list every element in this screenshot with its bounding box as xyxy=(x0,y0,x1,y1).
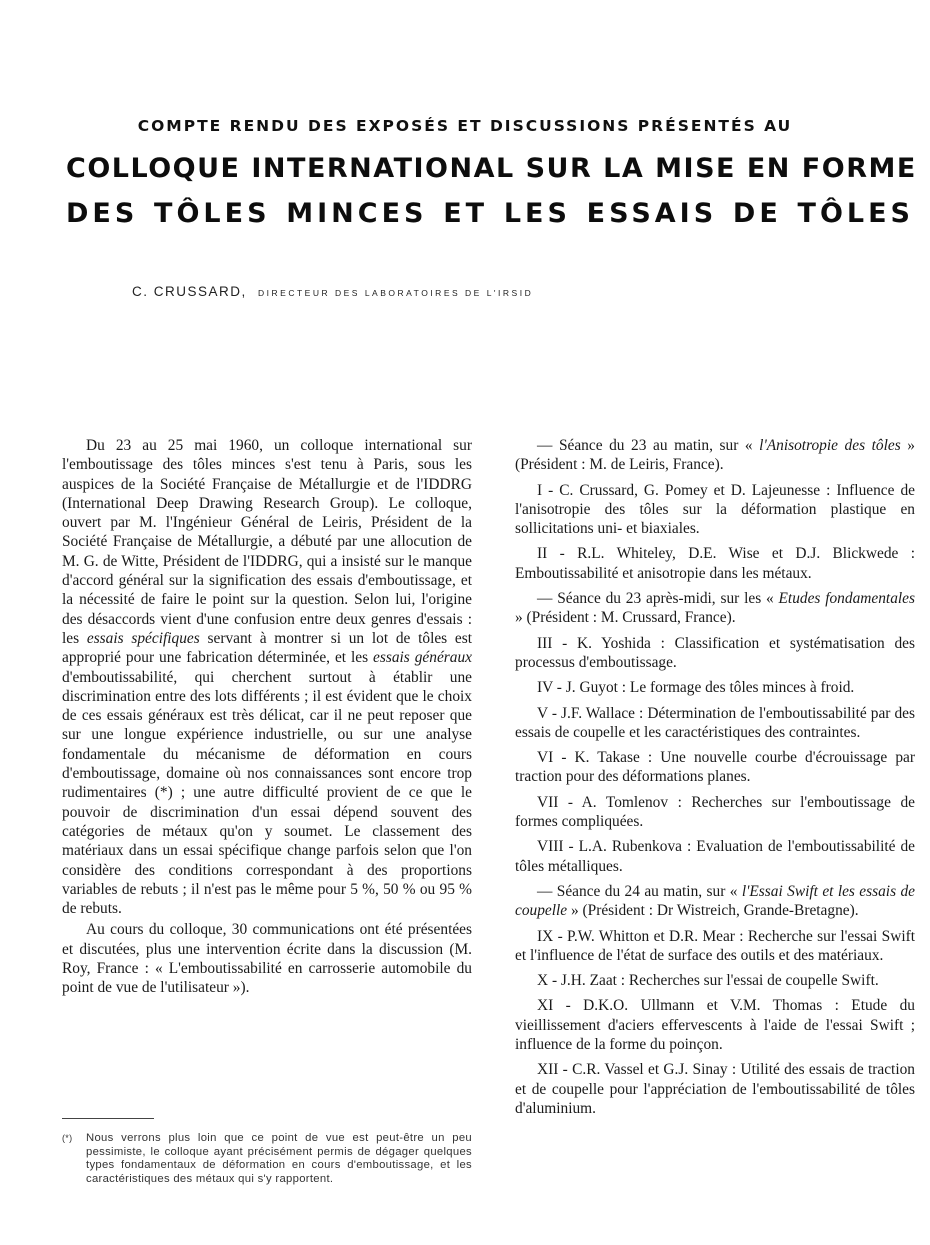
intro-paragraph xyxy=(62,436,472,918)
footnote xyxy=(62,1132,472,1186)
session-heading-1 xyxy=(515,436,915,475)
intro-text-1: Du 23 au 25 mai 1960, un colloque international sur l'emboutissage des tôles minces s'est tenu à Paris, sous les auspices de la Société Française de Métallurgie et de l'IDDRG (International Deep Drawing Research Group). Le colloque, ouvert par M. l'Ingénieur Général de Leiris, Président de la Société Française de Métallurgie, a débuté par une allocution de M. G. de Witte, Président de l'IDDRG, qui a insisté sur le manque d'accord général sur la signification des essais d'emboutissage, et la nécessité de faire le point sur la question. Selon lui, l'origine des désaccords vient d'une confusion entre deux genres d'essais : les xyxy=(62,437,472,647)
author-name: C. CRUSSARD, xyxy=(132,284,247,299)
summary-paragraph: Au cours du colloque, 30 communications ont été présentées et discutées, plus une intervention écrite dans la discussion (M. Roy, France : « L'emboutissabilité en carrosserie automobile du point de vue de l'utilisateur »). xyxy=(62,921,472,997)
session-3-topic: l'Essai Swift et les essais de coupelle xyxy=(515,882,915,920)
session-2-chair: » (Président : M. Crussard, France). xyxy=(515,609,736,627)
session-1-prefix: — Séance du 23 au matin, sur « xyxy=(537,437,753,454)
communication-item: X - J.H. Zaat : Recherches sur l'essai de coupelle Swift. xyxy=(537,972,879,990)
main-title-line-2: DES TÔLES MINCES ET LES ESSAIS DE TÔLES xyxy=(66,198,914,229)
communication-item: II - R.L. Whiteley, D.E. Wise et D.J. Blickwede : Emboutissabilité et anisotropie dans les métaux. xyxy=(515,545,915,582)
communication-item: XI - D.K.O. Ullmann et V.M. Thomas : Etude du vieillissement d'aciers effervescents à l'aide de l'essai Swift ; influence de la forme du poinçon. xyxy=(515,997,915,1054)
communication-item: V - J.F. Wallace : Détermination de l'emboutissabilité par des essais de coupelle et les caractéristiques des contraintes. xyxy=(515,704,915,741)
session-heading-2 xyxy=(515,589,915,628)
intro-text-3: d'emboutissabilité, qui cherchent surtout à établir une discrimination entre des lots différents ; il est évident que le choix de ces essais généraux est très délicat, car il ne peut reposer que sur une longue expérience industrielle, ou sur une analyse fondamentale du mécanisme de déformation en cours d'emboutissage, domaine où nos connaissances sont encore trop rudimentaires (*) ; une autre difficulté provient de ce que le pouvoir de discrimination d'un essai dépend souvent des catégories de métaux qu'on y soumet. Le classement des matériaux dans un essai spécifique change parfois selon que l'on considère des conditions correspondant à des proportions variables de rebuts ; il n'est pas le même pour 5 %, 50 % ou 95 % de rebuts. xyxy=(62,668,472,918)
communication-item: I - C. Crussard, G. Pomey et D. Lajeunesse : Influence de l'anisotropie des tôles sur la déformation plastique en sollicitations uni- et biaxiales. xyxy=(515,481,915,538)
communication-item: III - K. Yoshida : Classification et systématisation des processus d'emboutissage. xyxy=(515,634,915,671)
session-heading-3 xyxy=(515,882,915,921)
session-2-topic: Etudes fondamentales xyxy=(778,590,915,608)
session-1-chair: » (Président : M. de Leiris, France). xyxy=(515,437,915,474)
session-3-prefix: — Séance du 24 au matin, sur « xyxy=(537,882,738,900)
footnote-divider xyxy=(62,1118,154,1119)
left-column xyxy=(62,436,472,1000)
right-column xyxy=(515,436,915,1124)
session-2-prefix: — Séance du 23 après-midi, sur les « xyxy=(537,590,774,608)
author-line xyxy=(132,284,533,299)
communication-item: IV - J. Guyot : Le formage des tôles minces à froid. xyxy=(537,679,855,697)
communication-item: VIII - L.A. Rubenkova : Evaluation de l'emboutissabilité de tôles métalliques. xyxy=(515,838,915,875)
intro-text-2: servant à montrer si un lot de tôles est approprié pour une fabrication déterminée, et les xyxy=(62,629,472,667)
author-affiliation: DIRECTEUR DES LABORATOIRES DE L'IRSID xyxy=(258,288,534,298)
main-title-line-1: COLLOQUE INTERNATIONAL SUR LA MISE EN FORME xyxy=(66,153,917,184)
report-subtitle: COMPTE RENDU DES EXPOSÉS ET DISCUSSIONS PRÉSENTÉS AU xyxy=(137,117,793,135)
footnote-mark: (*) xyxy=(62,1133,73,1143)
communication-item: XII - C.R. Vassel et G.J. Sinay : Utilité des essais de traction et de coupelle pour l'appréciation de l'emboutissabilité de tôles d'aluminium. xyxy=(515,1061,915,1117)
intro-emphasis-1: essais spécifiques xyxy=(86,629,200,647)
session-1-topic: l'Anisotropie des tôles xyxy=(759,437,901,454)
session-3-chair: » (Président : Dr Wistreich, Grande-Bretagne). xyxy=(571,902,859,920)
communication-item: IX - P.W. Whitton et D.R. Mear : Recherche sur l'essai Swift et l'influence de l'état de surface des outils et des matériaux. xyxy=(515,927,915,964)
communication-item: VII - A. Tomlenov : Recherches sur l'emboutissage de formes compliquées. xyxy=(515,793,915,831)
intro-emphasis-2: essais généraux xyxy=(373,649,472,667)
footnote-text: Nous verrons plus loin que ce point de vue est peut-être un peu pessimiste, le colloque ayant précisément permis de dégager quelques types fondamentaux de déformation en cours d'emboutissage, et les caractéristiques des métaux qui s'y rapportent. xyxy=(86,1132,472,1185)
communication-item: VI - K. Takase : Une nouvelle courbe d'écrouissage par traction pour des déformations planes. xyxy=(515,749,915,786)
